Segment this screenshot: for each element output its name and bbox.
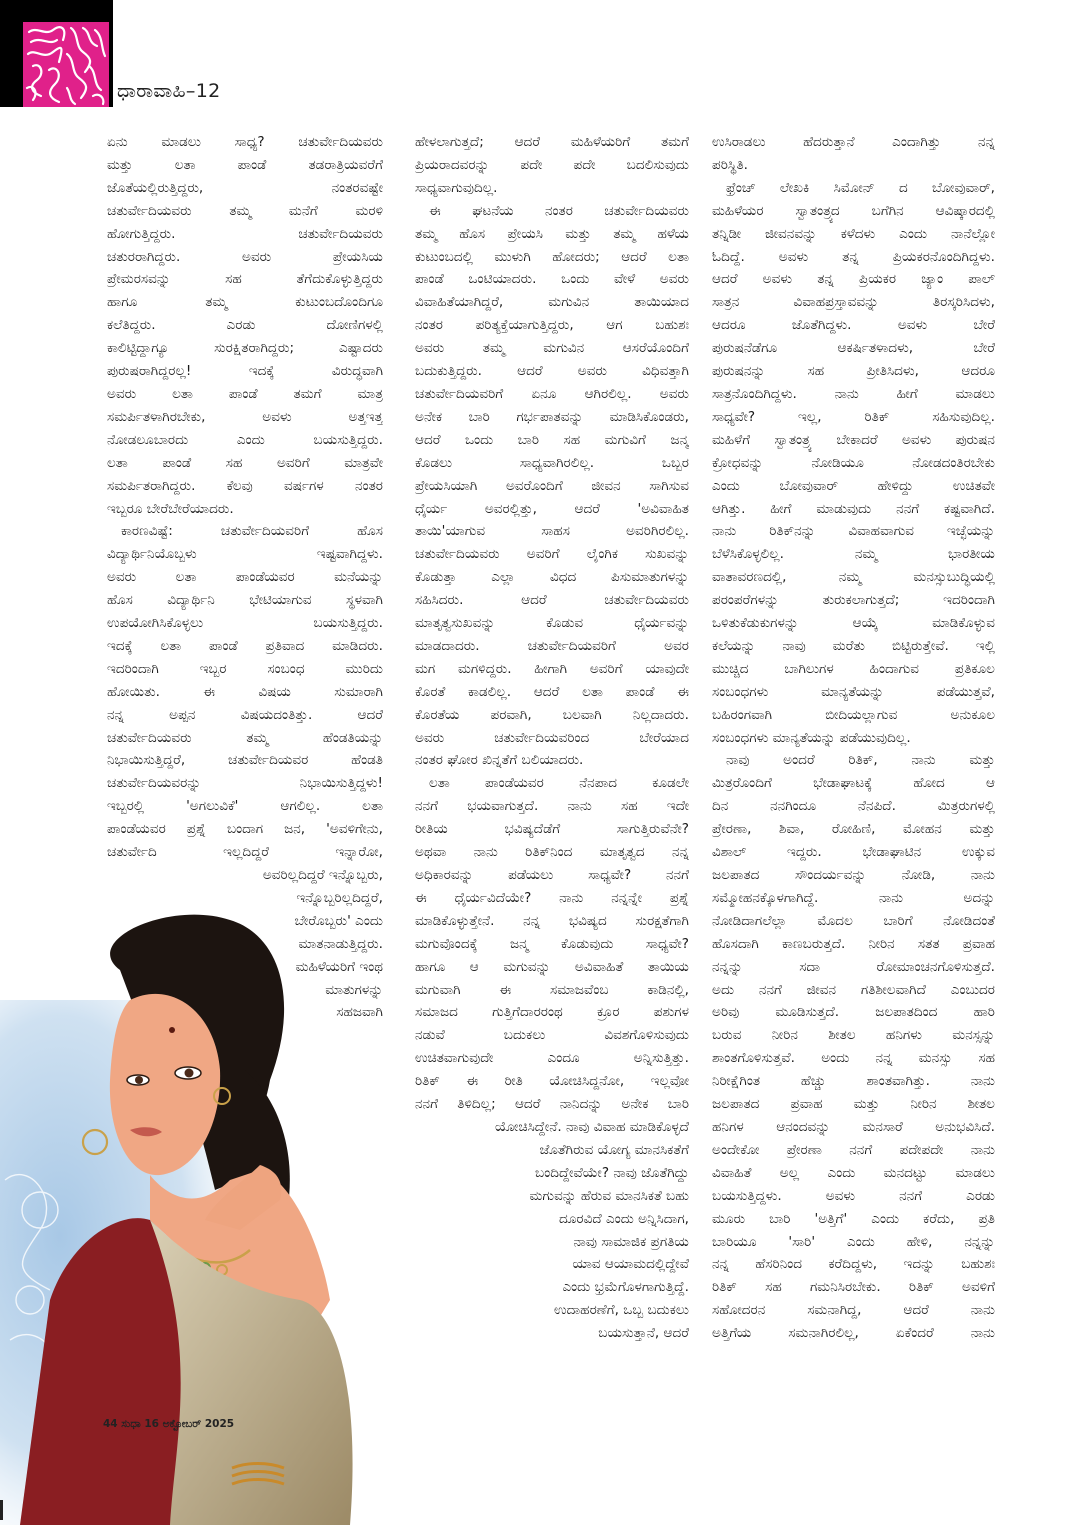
- article-line: ಚತುರ್ವೇದಿಯವರು ಅವರಿಗೆ ಲೈಂಗಿಕ ಸುಖವನ್ನು: [415, 546, 689, 563]
- article-line: ಮಗುವನ್ನು ಹೆರುವ ಮಾನಸಿಕತೆ ಬಹು: [529, 1187, 689, 1204]
- article-line: ಅವರು ತಮ್ಮ ಮಗುವಿನ ಆಸರೆಯೊಂದಿಗೆ: [415, 340, 689, 357]
- pink-swirl-pattern-icon: [23, 22, 109, 107]
- article-line: ಬಹಿರಂಗವಾಗಿ ಬೀದಿಯಲ್ಲಾಗುವ ಅನುಕೂಲ: [712, 706, 995, 723]
- article-line: ಮಗುವೊಂದಕ್ಕೆ ಜನ್ಮ ಕೊಡುವುದು ಸಾಧ್ಯವೇ?: [415, 935, 689, 952]
- article-line: ಅನೇಕ ಬಾರಿ ಗರ್ಭಪಾತವನ್ನು ಮಾಡಿಸಿಕೊಂಡರು,: [415, 408, 689, 425]
- article-line: ಧೈರ್ಯ ಅವರಲ್ಲಿತ್ತು, ಆದರೆ 'ಅವಿವಾಹಿತ: [415, 500, 689, 517]
- page-footer: [103, 1418, 234, 1431]
- article-line: ಅಧಿಕಾರವನ್ನು ಪಡೆಯಲು ಸಾಧ್ಯವೇ? ನನಗೆ: [415, 867, 689, 883]
- article-line: ಪ್ರೇರಣಾ, ಶಿವಾ, ರೋಹಿಣಿ, ಮೋಹನ ಮತ್ತು: [712, 821, 995, 838]
- article-line: ಅರಿವು ಮೂಡಿಸುತ್ತದೆ. ಜಲಪಾತದಿಂದ ಹಾರಿ: [712, 1004, 995, 1021]
- article-line: ನನ್ನ ಅಪ್ಪನ ವಿಷಯದಂತಿತ್ತು. ಆದರೆ: [107, 706, 383, 723]
- article-line: ಕೊಡುತ್ತಾ ಎಲ್ಲಾ ವಿಧದ ಪಿಸುಮಾತುಗಳನ್ನು: [415, 569, 689, 586]
- article-line: ಪ್ರೇಮರಸವನ್ನು ಸಹ ತೆಗೆದುಕೊಳ್ಳುತ್ತಿದ್ದರು: [107, 271, 383, 288]
- article-line: ಹೊಸ ವಿದ್ಯಾರ್ಥಿನಿ ಭೇಟಿಯಾಗುವ ಸ್ಥಳವಾಗಿ: [107, 592, 383, 609]
- page-number: 44: [103, 1418, 118, 1430]
- article-line: ದಿನ ನನಗಿಂದೂ ನೆನಪಿದೆ. ಮಿತ್ರರುಗಳಲ್ಲಿ: [712, 798, 995, 815]
- article-line: ಶಾಂತಗೊಳಿಸುತ್ತವೆ. ಅಂದು ನನ್ನ ಮನಸ್ಸು ಸಹ: [712, 1050, 995, 1067]
- article-line: ಮಿತ್ರರೊಂದಿಗೆ ಭೇಡಾಘಾಟಕ್ಕೆ ಹೋದ ಆ: [712, 775, 995, 792]
- article-line: ಹೇಳಲಾಗುತ್ತದೆ; ಆದರೆ ಮಹಿಳೆಯರಿಗೆ ತಮಗೆ: [415, 134, 689, 150]
- article-line: ಎಂದು ಬೋವುವಾರ್ ಹೇಳಿದ್ದು ಉಚಿತವೇ: [712, 477, 995, 494]
- article-line: ಮಗ ಮಗಳಿದ್ದರು. ಹೀಗಾಗಿ ಅವರಿಗೆ ಯಾವುದೇ: [415, 660, 689, 677]
- article-line: ಸಂಬಂಧಗಳು ಮಾನ್ಯತೆಯನ್ನು ಪಡೆಯುವುದಿಲ್ಲ.: [712, 729, 911, 746]
- article-line: ಸಾಧ್ಯವೇ? ಇಲ್ಲ, ರಿತಿಕ್ ಸಹಿಸುವುದಿಲ್ಲ.: [712, 408, 995, 425]
- article-line: ತಮ್ಮ ಹೊಸ ಪ್ರೇಯಸಿ ಮತ್ತು ತಮ್ಮ ಹಳೆಯ: [415, 225, 689, 242]
- article-line: ನಡುವೆ ಬದುಕಲು ವಿವಶಗೊಳಿಸುವುದು: [415, 1027, 689, 1044]
- article-line: ನಂತರ ಪರಿತ್ಯಕ್ತೆಯಾಗುತ್ತಿದ್ದರು, ಆಗ ಬಹುಶಃ: [415, 317, 689, 334]
- article-line: ಚತುರ್ವೇದಿ ಇಲ್ಲದಿದ್ದರೆ ಇನ್ನಾರೋ,: [107, 844, 383, 861]
- article-line: ಈ ಧೈರ್ಯವಿದೆಯೇ? ನಾನು ನನ್ನನ್ನೇ ಪ್ರಶ್ನೆ: [415, 889, 689, 906]
- article-line: ಇಬ್ಬರೂ ಬೇರೆಬೇರೆಯಾದರು.: [107, 500, 234, 517]
- article-column-3: [712, 131, 995, 1345]
- article-line: ಲತಾ ಪಾಂಡೆಯವರ ನೆನಪಾದ ಕೂಡಲೇ: [429, 775, 689, 792]
- article-line: ಬಾರಿಯೂ 'ಸಾರಿ' ಎಂದು ಹೇಳಿ, ನನ್ನನ್ನು: [712, 1233, 995, 1250]
- article-line: ಮಹಿಳೆಯರಿಗೆ ಇಂಥ: [295, 958, 383, 975]
- article-line: ಮಾತೃತ್ವಸುಖವನ್ನು ಕೊಡುವ ಧೈರ್ಯವನ್ನು: [415, 615, 689, 632]
- article-line: ಹೋಗುತ್ತಿದ್ದರು. ಚತುರ್ವೇದಿಯವರು: [107, 225, 383, 242]
- article-line: ಸಹಜವಾಗಿ: [336, 1004, 383, 1021]
- article-line: ಸಹೋದರನ ಸಮನಾಗಿದ್ದ, ಆದರೆ ನಾನು: [712, 1302, 995, 1319]
- article-line: ಬದುಕುತ್ತಿದ್ದರು. ಆದರೆ ಅವರು ವಿಧಿವತ್ತಾಗಿ: [415, 363, 689, 380]
- article-line: ಪುರುಷನನ್ನು ಸಹ ಪ್ರೀತಿಸಿದಳು, ಆದರೂ: [712, 363, 995, 380]
- article-line: ವಿವಾಹಿತೆ ಅಲ್ಲ ಎಂದು ಮನದಟ್ಟು ಮಾಡಲು: [712, 1164, 995, 1181]
- article-line: ಪರಿಸ್ಥಿತಿ.: [712, 156, 749, 173]
- article-line: ಬಂದಿದ್ದೇವೆಯೇ? ನಾವು ಜೊತೆಗಿದ್ದು: [535, 1164, 689, 1181]
- article-line: ಮತ್ತು ಲತಾ ಪಾಂಡೆ ತಡರಾತ್ರಿಯವರೆಗೆ: [107, 156, 383, 173]
- article-line: ಹೋಯಿತು. ಈ ವಿಷಯ ಸುಮಾರಾಗಿ: [107, 683, 383, 700]
- article-line: ತನ್ನಿಡೀ ಜೀವನವನ್ನು ಕಳೆದಳು ಎಂದು ನಾನೆಲ್ಲೋ: [712, 225, 995, 242]
- article-line: ನನ್ನ ಹೆಸರಿನಿಂದ ಕರೆದಿದ್ದಳು, ಇದನ್ನು ಬಹುಶಃ: [712, 1256, 995, 1273]
- article-line: ರೀತಿಯ ಭವಿಷ್ಯದೆಡೆಗೆ ಸಾಗುತ್ತಿರುವೆನೇ?: [415, 821, 689, 838]
- article-line: ಚತುರ್ವೇದಿಯವರು ತಮ್ಮ ಮನೆಗೆ ಮರಳಿ: [107, 202, 383, 219]
- article-line: ಅವರು ಲತಾ ಪಾಂಡೆಯವರ ಮನೆಯನ್ನು: [107, 569, 383, 586]
- article-line: ಆಗಿತ್ತು. ಹೀಗೆ ಮಾಡುವುದು ನನಗೆ ಕಷ್ಟವಾಗಿದೆ.: [712, 500, 995, 517]
- article-line: ವಾತಾವರಣದಲ್ಲಿ, ನಮ್ಮ ಮನಸ್ಸುಬುದ್ಧಿಯಲ್ಲಿ: [712, 569, 995, 586]
- article-line: ಯೋಚಿಸಿದ್ದೇನೆ. ನಾವು ವಿವಾಹ ಮಾಡಿಕೊಳ್ಳದೆ: [494, 1118, 689, 1135]
- article-column-1: [107, 131, 383, 1024]
- article-line: ಇದರಿಂದಾಗಿ ಇಬ್ಬರ ಸಂಬಂಧ ಮುರಿದು: [107, 660, 383, 677]
- article-line: ಮೂರು ಬಾರಿ 'ಅತ್ತಿಗೆ' ಎಂದು ಕರೆದು, ಪ್ರತಿ: [712, 1210, 995, 1227]
- article-line: ಮಾಡಿಕೊಳ್ಳುತ್ತೇನೆ. ನನ್ನ ಭವಿಷ್ಯದ ಸುರಕ್ಷತೆಗಾಗಿ: [415, 912, 689, 929]
- article-line: ಆದರೂ ಜೊತೆಗಿದ್ದಳು. ಅವಳು ಬೇರೆ: [712, 317, 995, 334]
- article-line: ಮಾಡದಾದರು. ಚತುರ್ವೇದಿಯವರಿಗೆ ಅವರ: [415, 637, 689, 654]
- article-line: ಚತುರ್ವೇದಿಯವರು ತಮ್ಮ ಹೆಂಡತಿಯನ್ನು: [107, 729, 383, 746]
- article-line: ಉದಾಹರಣೆಗೆ, ಒಬ್ಬ ಬದುಕಲು: [554, 1302, 689, 1319]
- article-line: ಬಯಸುತ್ತಿದ್ದಳು. ಅವಳು ನನಗೆ ಎರಡು: [712, 1187, 995, 1204]
- article-line: ವಿದ್ಯಾರ್ಥಿನಿಯೊಬ್ಬಳು ಇಷ್ಟವಾಗಿದ್ದಳು.: [107, 546, 383, 563]
- article-line: ಕಾಲಿಟ್ಟಿದ್ದಾಗ್ಯೂ ಸುರಕ್ಷಿತರಾಗಿದ್ದರು; ಎಷ್ಟಾದರು: [107, 340, 383, 357]
- article-line: ಚತುರ್ವೇದಿಯವರಿಗೆ ಏನೂ ಆಗಿರಲಿಲ್ಲ. ಅವರು: [415, 385, 689, 402]
- article-line: ಮಾತನಾಡುತ್ತಿದ್ದರು.: [298, 935, 383, 952]
- article-line: ಎಂದು ಭ್ರಮೆಗೊಳಗಾಗುತ್ತಿದ್ದೆ.: [562, 1279, 689, 1296]
- article-line: ಏನು ಮಾಡಲು ಸಾಧ್ಯ? ಚತುರ್ವೇದಿಯವರು: [107, 134, 383, 150]
- issue-date: 16 ಅಕ್ಟೋಬರ್ 2025: [144, 1418, 235, 1430]
- article-line: ನಾವು ಸಾಮಾಜಿಕ ಪ್ರಗತಿಯ: [573, 1233, 689, 1250]
- article-line: ನಿಭಾಯಿಸುತ್ತಿದ್ದರೆ, ಚತುರ್ವೇದಿಯವರ ಹೆಂಡತಿ: [107, 752, 383, 769]
- article-line: ಇಬ್ಬರಲ್ಲಿ 'ಅಗಲುವಿಕೆ' ಆಗಲಿಲ್ಲ. ಲತಾ: [107, 798, 383, 815]
- article-line: ಈ ಘಟನೆಯ ನಂತರ ಚತುರ್ವೇದಿಯವರು: [429, 202, 689, 219]
- article-line: ಪಾಂಡೆಯವರ ಪ್ರಶ್ನೆ ಬಂದಾಗ ಜನ, 'ಅವಳಿಗೇನು,: [107, 821, 383, 838]
- article-line: ಕೊಡಲು ಸಾಧ್ಯವಾಗಿರಲಿಲ್ಲ. ಒಬ್ಬರ: [415, 454, 689, 471]
- article-line: ಮಹಿಳೆಯರ ಸ್ವಾತಂತ್ರ್ಯದ ಬಗೆಗಿನ ಆವಿಷ್ಕಾರದಲ್ಲಿ: [712, 202, 995, 219]
- article-line: ಇನ್ನೊಬ್ಬರಿಲ್ಲದಿದ್ದರೆ,: [296, 889, 383, 906]
- article-line: ಮಾತುಗಳನ್ನು: [325, 981, 383, 998]
- article-line: ಕಲೆತಿದ್ದರು. ಎರಡು ದೋಣಿಗಳಲ್ಲಿ: [107, 317, 383, 334]
- article-line: ಸಾಧ್ಯವಾಗುವುದಿಲ್ಲ.: [415, 179, 498, 196]
- article-line: ಪ್ರೇಯಸಿಯಾಗಿ ಅವರೊಂದಿಗೆ ಜೀವನ ಸಾಗಿಸುವ: [415, 477, 689, 494]
- crop-mark: [0, 1500, 3, 1520]
- article-column-2: [415, 131, 689, 1345]
- article-line: ನಂತರ ಘೋರ ಖಿನ್ನತೆಗೆ ಬಲಿಯಾದರು.: [415, 752, 584, 769]
- article-line: ಬಯಸುತ್ತಾನೆ, ಆದರೆ: [598, 1325, 689, 1342]
- article-line: ಜಲಪಾತದ ಸೌಂದರ್ಯವನ್ನು ನೋಡಿ, ನಾನು: [712, 867, 995, 883]
- article-line: ದೂರವಿದೆ ಎಂದು ಅನ್ನಿಸಿದಾಗ,: [558, 1210, 689, 1227]
- article-line: ಆದರೆ ಒಂದು ಬಾರಿ ಸಹ ಮಗುವಿಗೆ ಜನ್ಮ: [415, 431, 689, 448]
- article-line: ಸಮರ್ಪಿತರಾಗಿದ್ದರು. ಕೆಲವು ವರ್ಷಗಳ ನಂತರ: [107, 477, 383, 494]
- article-line: ಸಮ್ಮೋಹನಕ್ಕೊಳಗಾಗಿದ್ದೆ. ನಾನು ಅದನ್ನು: [712, 889, 995, 906]
- article-line: ಅಥವಾ ನಾನು ರಿತಿಕ್‌ನಿಂದ ಮಾತೃತ್ವದ ನನ್ನ: [415, 844, 689, 861]
- article-line: ಸಹಿಸಿದರು. ಆದರೆ ಚತುರ್ವೇದಿಯವರು: [415, 592, 689, 609]
- article-line: ಕಾರಣವಿಷ್ಟೆ: ಚತುರ್ವೇದಿಯವರಿಗೆ ಹೊಸ: [121, 523, 383, 540]
- article-line: ಅವರು ಚತುರ್ವೇದಿಯವರಿಂದ ಬೇರೆಯಾದ: [415, 729, 689, 746]
- article-line: ಅಂದೇಕೋ ಪ್ರೇರಣಾ ನನಗೆ ಪದೇಪದೇ ನಾನು: [712, 1141, 995, 1158]
- article-line: ಹಾಗೂ ಆ ಮಗುವನ್ನು ಅವಿವಾಹಿತೆ ತಾಯಿಯ: [415, 958, 689, 975]
- article-line: ಮಹಿಳೆಗೆ ಸ್ವಾತಂತ್ರ್ಯ ಬೇಕಾದರೆ ಅವಳು ಪುರುಷನ: [712, 431, 995, 448]
- article-line: ತಾಯಿ'ಯಾಗುವ ಸಾಹಸ ಅವರಿಗಿರಲಿಲ್ಲ.: [415, 523, 689, 540]
- article-line: ಇದಕ್ಕೆ ಲತಾ ಪಾಂಡೆ ಪ್ರತಿವಾದ ಮಾಡಿದರು.: [107, 637, 383, 654]
- article-line: ಹನಿಗಳ ಆನಂದವನ್ನು ಮನಸಾರೆ ಅನುಭವಿಸಿದೆ.: [712, 1118, 995, 1135]
- article-line: ಅವರು ಲತಾ ಪಾಂಡೆ ತಮಗೆ ಮಾತ್ರ: [107, 385, 383, 402]
- article-line: ಹಾಗೂ ತಮ್ಮ ಕುಟುಂಬದೊಂದಿಗೂ: [107, 294, 383, 311]
- article-line: ಕಲೆಯನ್ನು ನಾವು ಮರೆತು ಬಿಟ್ಟಿರುತ್ತೇವೆ. ಇಲ್ಲಿ: [712, 637, 995, 654]
- article-line: ನನಗೆ ಭಯವಾಗುತ್ತದೆ. ನಾನು ಸಹ ಇದೇ: [415, 798, 689, 815]
- article-line: ನಾವು ಅಂದರೆ ರಿತಿಕ್, ನಾನು ಮತ್ತು: [726, 752, 995, 769]
- article-line: ಮಗುವಾಗಿ ಈ ಸಮಾಜವೆಂಬ ಕಾಡಿನಲ್ಲಿ,: [415, 981, 689, 998]
- article-line: ಯಾವ ಆಯಾಮದಲ್ಲಿದ್ದೇವೆ: [572, 1256, 689, 1273]
- article-line: ಸಮಾಜದ ಗುತ್ತಿಗೆದಾರರಂಥ ಕ್ರೂರ ಪಶುಗಳ: [415, 1004, 689, 1021]
- article-line: ಪಾಂಡೆ ಒಂಟಿಯಾದರು. ಒಂದು ವೇಳೆ ಅವರು: [415, 271, 689, 288]
- article-line: ಸಾತ್ರನೊಂದಿಗಿದ್ದಳು. ನಾನು ಹೀಗೆ ಮಾಡಲು: [712, 385, 995, 402]
- article-line: ವಿಶಾಲ್ ಇದ್ದರು. ಭೇಡಾಘಾಟಿನ ಉಕ್ಕುವ: [712, 844, 995, 861]
- article-line: ಸಮರ್ಪಿತಳಾಗಿರಬೇಕು, ಅವಳು ಅತ್ತಇತ್ತ: [107, 408, 383, 425]
- article-line: ಸಾತ್ರನ ವಿವಾಹಪ್ರಸ್ತಾವವನ್ನು ತಿರಸ್ಕರಿಸಿದಳು,: [712, 294, 995, 311]
- article-line: ಚತುರರಾಗಿದ್ದರು. ಅವರು ಪ್ರೇಯಸಿಯ: [107, 248, 383, 265]
- article-line: ಜೊತೆಯಲ್ಲಿರುತ್ತಿದ್ದರು, ನಂತರವಷ್ಟೇ: [107, 179, 383, 196]
- article-line: ಮುಚ್ಚಿದ ಬಾಗಿಲುಗಳ ಹಿಂದಾಗುವ ಪ್ರತಿಕೂಲ: [712, 660, 995, 677]
- article-line: ಪುರುಷರಾಗಿದ್ದರಲ್ಲ! ಇದಕ್ಕೆ ವಿರುದ್ಧವಾಗಿ: [107, 363, 383, 380]
- article-line: ಉಚಿತವಾಗುವುದೇ ಎಂದೂ ಅನ್ನಿಸುತ್ತಿತ್ತು.: [415, 1050, 689, 1067]
- article-line: ರಿತಿಕ್ ಸಹ ಗಮನಿಸಿರಬೇಕು. ರಿತಿಕ್ ಅವಳಿಗೆ: [712, 1279, 995, 1296]
- article-line: ಸಂಬಂಧಗಳು ಮಾನ್ಯತೆಯನ್ನು ಪಡೆಯುತ್ತವೆ,: [712, 683, 995, 700]
- article-line: ಉಪಯೋಗಿಸಿಕೊಳ್ಳಲು ಬಯಸುತ್ತಿದ್ದರು.: [107, 615, 383, 632]
- article-line: ನಾನು ರಿತಿಕ್‌ನನ್ನು ವಿವಾಹವಾಗುವ ಇಚ್ಛೆಯನ್ನು: [712, 523, 995, 540]
- article-line: ನೋಡಿದಾಗಲೆಲ್ಲಾ ಮೊದಲ ಬಾರಿಗೆ ನೋಡಿದಂತೆ: [712, 912, 995, 929]
- article-line: ಕೊರತೆ ಕಾಡಲಿಲ್ಲ. ಆದರೆ ಲತಾ ಪಾಂಡೆ ಈ: [415, 683, 689, 700]
- magazine-name: ಸುಧಾ: [121, 1418, 141, 1430]
- article-line: ಪುರುಷನೆಡೆಗೂ ಆಕರ್ಷಿತಳಾದಳು, ಬೇರೆ: [712, 340, 995, 357]
- article-line: ಅದು ನನಗೆ ಜೀವನ ಗತಿಶೀಲವಾಗಿದೆ ಎಂಬುದರ: [712, 981, 995, 998]
- article-line: ವಿವಾಹಿತೆಯಾಗಿದ್ದರೆ, ಮಗುವಿನ ತಾಯಿಯಾದ: [415, 294, 689, 311]
- article-line: ಹೊಸದಾಗಿ ಕಾಣಬರುತ್ತದೆ. ನೀರಿನ ಸತತ ಪ್ರವಾಹ: [712, 935, 995, 952]
- article-line: ಕ್ರೋಧವನ್ನು ನೋಡಿಯೂ ನೋಡದಂತಿರಬೇಕು: [712, 454, 995, 471]
- article-line: ಆದರೆ ಅವಳು ತನ್ನ ಪ್ರಿಯಕರ ಜ್ಯಾಂ ಪಾಲ್: [712, 271, 995, 288]
- article-line: ಚತುರ್ವೇದಿಯವರನ್ನು ನಿಭಾಯಿಸುತ್ತಿದ್ದಳು!: [107, 775, 383, 792]
- series-title: ಧಾರಾವಾಹಿ–12: [117, 80, 221, 102]
- article-line: ಪ್ರಿಯರಾದವರನ್ನು ಪದೇ ಪದೇ ಬದಲಿಸುವುದು: [415, 156, 689, 173]
- article-line: ಜಲಪಾತದ ಪ್ರವಾಹ ಮತ್ತು ನೀರಿನ ಶೀತಲ: [712, 1096, 995, 1113]
- article-line: ಲತಾ ಪಾಂಡೆ ಸಹ ಅವರಿಗೆ ಮಾತ್ರವೇ: [107, 454, 383, 471]
- article-line: ನೋಡಲೂಬಾರದು ಎಂದು ಬಯಸುತ್ತಿದ್ದರು.: [107, 431, 383, 448]
- article-line: ಓದಿದ್ದೆ. ಅವಳು ತನ್ನ ಪ್ರಿಯಕರನೊಂದಿಗಿದ್ದಳು.: [712, 248, 995, 265]
- article-line: ನನ್ನನ್ನು ಸದಾ ರೋಮಾಂಚನಗೊಳಿಸುತ್ತದೆ.: [712, 958, 995, 975]
- article-line: ನನಗೆ ತಿಳಿದಿಲ್ಲ; ಆದರೆ ನಾನಿದನ್ನು ಅನೇಕ ಬಾರಿ: [415, 1096, 689, 1113]
- article-line: ಕುಟುಂಬದಲ್ಲಿ ಮುಳುಗಿ ಹೋದರು; ಆದರೆ ಲತಾ: [415, 248, 689, 265]
- article-line: ಜೊತೆಗಿರುವ ಯೋಗ್ಯ ಮಾನಸಿಕತೆಗೆ: [539, 1141, 689, 1158]
- article-line: ಅವರಿಲ್ಲದಿದ್ದರೆ ಇನ್ನೊಬ್ಬರು,: [262, 867, 383, 883]
- article-line: ಕೊರತೆಯ ಪರವಾಗಿ, ಬಲವಾಗಿ ನಿಲ್ಲದಾದರು.: [415, 706, 689, 723]
- series-logo: [23, 22, 109, 107]
- article-line: ಫ್ರೆಂಚ್ ಲೇಖಕಿ ಸಿಮೋನ್ ದ ಬೋವುವಾರ್,: [726, 179, 995, 196]
- article-line: ನಿರೀಕ್ಷೆಗಿಂತ ಹೆಚ್ಚು ಶಾಂತವಾಗಿತ್ತು. ನಾನು: [712, 1073, 995, 1090]
- article-line: ಉಸಿರಾಡಲು ಹೆದರುತ್ತಾನೆ ಎಂದಾಗಿತ್ತು ನನ್ನ: [712, 134, 995, 150]
- article-line: ಬೆಳೆಸಿಕೊಳ್ಳಲಿಲ್ಲ. ನಮ್ಮ ಭಾರತೀಯ: [712, 546, 995, 563]
- article-line: ಒಳಿತುಕೆಡುಕುಗಳನ್ನು ಆಯ್ಕೆ ಮಾಡಿಕೊಳ್ಳುವ: [712, 615, 995, 632]
- article-line: ಬರುವ ನೀರಿನ ಶೀತಲ ಹನಿಗಳು ಮನಸ್ಸನ್ನು: [712, 1027, 995, 1044]
- article-line: ಬೇರೊಬ್ಬರು' ಎಂದು: [294, 912, 383, 929]
- article-line: ರಿತಿಕ್ ಈ ರೀತಿ ಯೋಚಿಸಿದ್ದನೋ, ಇಲ್ಲವೋ: [415, 1073, 689, 1090]
- article-line: ಪರಂಪರೆಗಳನ್ನು ತುರುಕಲಾಗುತ್ತದೆ; ಇದರಿಂದಾಗಿ: [712, 592, 995, 609]
- article-line: ಅತ್ತಿಗೆಯ ಸಮನಾಗಿರಲಿಲ್ಲ, ಏಕೆಂದರೆ ನಾನು: [712, 1325, 995, 1342]
